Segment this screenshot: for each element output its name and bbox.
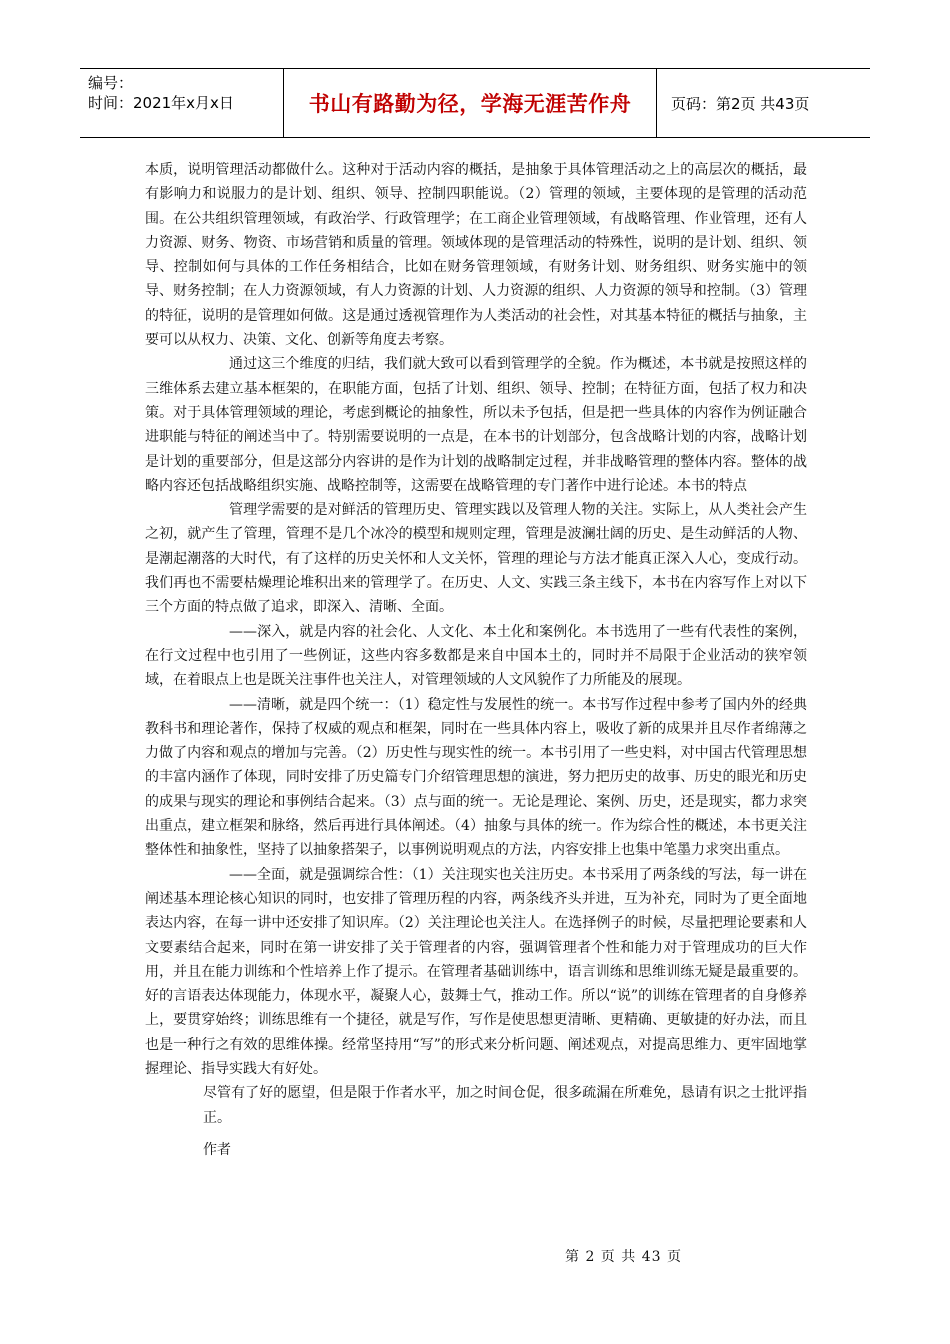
header-motto: 书山有路勤为径，学海无涯苦作舟 bbox=[284, 69, 657, 137]
number-label: 编号： bbox=[88, 74, 134, 92]
paragraph: 管理学需要的是对鲜活的管理历史、管理实践以及管理人物的关注。实际上，从人类社会产生之初，就产生了管理，管理不是几个冰冷的模型和规则定理，管理是波澜壮阔的历史、是生动鲜活的人物、是潮起潮落的大时代，有了这样的历史关怀和人文关怀，管理的理论与方法才能真正深入人心，变成行动。我们再也不需要枯燥理论堆积出来的管理学了。在历史、人文、实践三条主线下，本书在内容写作上对以下三个方面的特点做了追求，即深入、清晰、全面。 bbox=[145, 502, 807, 616]
page-header bbox=[80, 68, 870, 138]
paragraph: 通过这三个维度的归结，我们就大致可以看到管理学的全貌。作为概述，本书就是按照这样的三维体系去建立基本框架的，在职能方面，包括了计划、组织、领导、控制；在特征方面，包括了权力和决策。对于具体管理领域的理论，考虑到概论的抽象性，所以未予包括，但是把一些具体的内容作为例证融合进职能与特征的阐述当中了。特别需要说明的一点是，在本书的计划部分，包含战略计划的内容，战略计划是计划的重要部分，但是这部分内容讲的是作为计划的战略制定过程，并非战略管理的整体内容。整体的战略内容还包括战略组织实施、战略控制等，这需要在战略管理的专门著作中进行论述。本书的特点 bbox=[145, 356, 807, 494]
date-label: 时间：2021年x月x日 bbox=[88, 94, 234, 112]
document-body bbox=[145, 158, 807, 1162]
paragraph: ——全面，就是强调综合性：（1）关注现实也关注历史。本书采用了两条线的写法，每一讲在阐述基本理论核心知识的同时，也安排了管理历程的内容，两条线齐头并进，互为补充，同时为了更全面地表达内容，在每一讲中还安排了知识库。（2）关注理论也关注人。在选择例子的时候，尽量把理论要素和人文要素结合起来，同时在第一讲安排了关于管理者的内容，强调管理者个性和能力对于管理成功的巨大作用，并且在能力训练和个性培养上作了提示。在管理者基础训练中，语言训练和思维训练无疑是最重要的。好的言语表达体现能力，体现水平，凝聚人心，鼓舞士气，推动工作。所以“说”的训练在管理者的自身修养上，要贯穿始终；训练思维有一个捷径，就是写作，写作是使思想更清晰、更精确、更敏捷的好办法，而且也是一种行之有效的思维体操。经常坚持用“写”的形式来分析问题、阐述观点，对提高思维力、更牢固地掌握理论、指导实践大有好处。 bbox=[145, 866, 807, 1077]
page-footer: 第 2 页 共 43 页 bbox=[565, 1249, 682, 1265]
paragraph: ——清晰，就是四个统一：（1）稳定性与发展性的统一。本书写作过程中参考了国内外的经典教科书和理论著作，保持了权威的观点和框架，同时在一些具体内容上，吸收了新的成果并且尽作者绵薄之力做了内容和观点的增加与完善。（2）历史性与现实性的统一。本书引用了一些史料，对中国古代管理思想的丰富内涵作了体现，同时安排了历史篇专门介绍管理思想的演进，努力把历史的故事、历史的眼光和历史的成果与现实的理论和事例结合起来。（3）点与面的统一。无论是理论、案例、历史，还是现实，都力求突出重点，建立框架和脉络，然后再进行具体阐述。（4）抽象与具体的统一。作为综合性的概述，本书更关注整体性和抽象性，坚持了以抽象搭架子，以事例说明观点的方法，内容安排上也集中笔墨力求突出重点。 bbox=[145, 696, 807, 859]
header-page-label: 页码：第2页 共43页 bbox=[671, 94, 810, 113]
paragraph: 尽管有了好的愿望，但是限于作者水平，加之时间仓促，很多疏漏在所难免，恳请有识之士批评指正。 bbox=[203, 1085, 807, 1126]
paragraph: ——深入，就是内容的社会化、人文化、本土化和案例化。本书选用了一些有代表性的案例，在行文过程中也引用了一些例证，这些内容多数都是来自中国本土的，同时并不局限于企业活动的狭窄领域，在着眼点上也是既关注事件也关注人，对管理领域的人文风貌作了力所能及的展现。 bbox=[145, 623, 807, 689]
header-meta bbox=[80, 69, 284, 137]
paragraph: 本质，说明管理活动都做什么。这种对于活动内容的概括，是抽象于具体管理活动之上的高层次的概括，最有影响力和说服力的是计划、组织、领导、控制四职能说。（2）管理的领域，主要体现的是管理的活动范围。在公共组织管理领域，有政治学、行政管理学；在工商企业管理领域，有战略管理、作业管理，还有人力资源、财务、物资、市场营销和质量的管理。领域体现的是管理活动的特殊性，说明的是计划、组织、领导、控制如何与具体的工作任务相结合，比如在财务管理领域，有财务计划、财务组织、财务实施中的领导、财务控制；在人力资源领域，有人力资源的计划、人力资源的组织、人力资源的领导和控制。（3）管理的特征，说明的是管理如何做。这是通过透视管理作为人类活动的社会性，对其基本特征的概括与抽象，主要可以从权力、决策、文化、创新等角度去考察。 bbox=[145, 162, 807, 349]
signature: 作者 bbox=[203, 1141, 231, 1158]
